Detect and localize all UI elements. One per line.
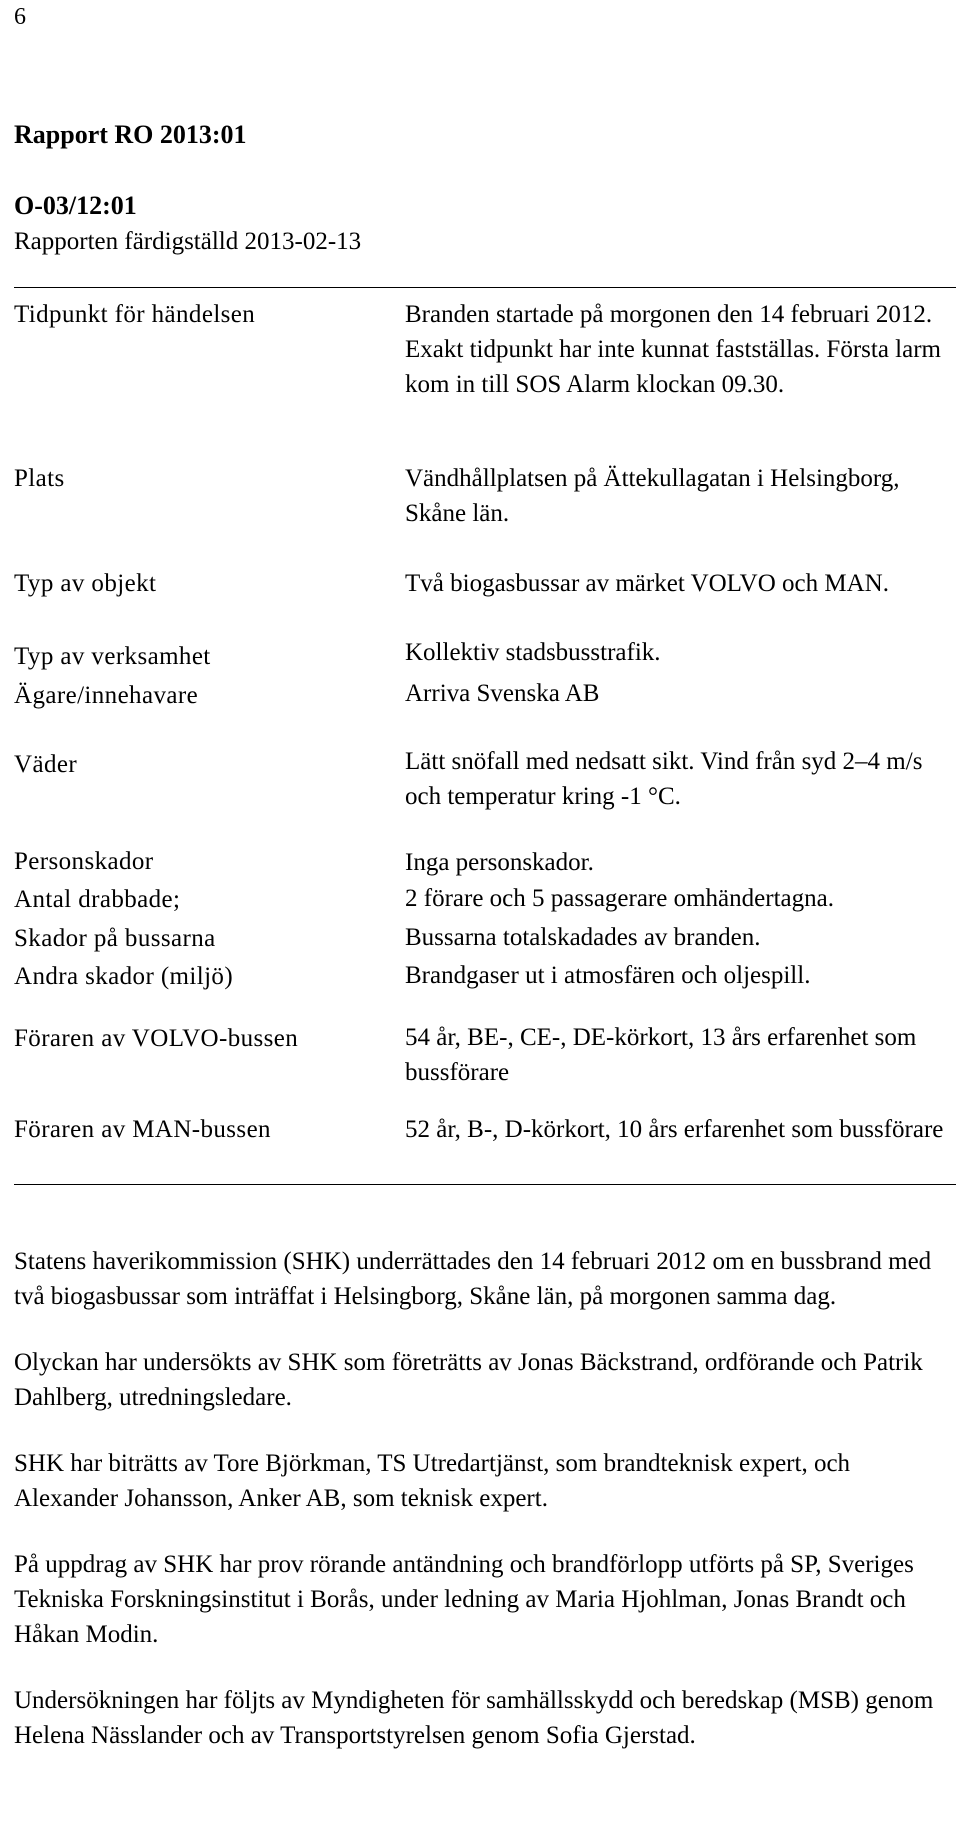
man-driver-label: Föraren av MAN-bussen: [14, 1116, 271, 1143]
paragraph-investigators: Olyckan har undersökts av SHK som företrätts av Jonas Bäckstrand, ordförande och Patrik Dahlberg, utredningsledare.: [14, 1349, 923, 1411]
paragraph-followed-by: Undersökningen har följts av Myndigheten för samhällsskydd och beredskap (MSB) genom Helena Nässlander och av Transportstyrelsen genom Sofia Gjerstad.: [14, 1687, 934, 1749]
bus-damage-value: Bussarna totalskadades av branden.: [405, 924, 761, 951]
volvo-driver-label: Föraren av VOLVO-bussen: [14, 1025, 299, 1052]
man-driver-value: 52 år, B-, D-körkort, 10 års erfarenhet som bussförare: [405, 1116, 944, 1143]
paragraph-tests: På uppdrag av SHK har prov rörande antändning och brandförlopp utförts på SP, Sveriges Tekniska Forskningsinstitut i Borås, under ledning av Maria Hjohlman, Jonas Brandt och Håkan Modin.: [14, 1551, 914, 1648]
time-value: Branden startade på morgonen den 14 februari 2012. Exakt tidpunkt har inte kunnat fastställas. Första larm kom in till SOS Alarm klockan 09.30.: [405, 301, 941, 398]
time-label: Tidpunkt för händelsen: [14, 301, 256, 328]
bus-damage-label: Skador på bussarna: [14, 925, 216, 952]
facts-top-divider: [14, 287, 956, 288]
completion-date: Rapporten färdigställd 2013-02-13: [14, 228, 362, 255]
object-type-label: Typ av objekt: [14, 570, 157, 597]
owner-value: Arriva Svenska AB: [405, 680, 600, 707]
page-number: 6: [14, 4, 26, 30]
facts-bottom-divider: [14, 1184, 956, 1185]
injuries-value: Inga personskador.: [405, 849, 594, 876]
paragraph-experts: SHK har biträtts av Tore Björkman, TS Utredartjänst, som brandteknisk expert, och Alexander Johansson, Anker AB, som teknisk expert.: [14, 1450, 851, 1512]
weather-value: Lätt snöfall med nedsatt sikt. Vind från syd 2–4 m/s och temperatur kring -1 °C.: [405, 748, 923, 810]
paragraph-notification: Statens haverikommission (SHK) underrättades den 14 februari 2012 om en bussbrand med två biogasbussar som inträffat i Helsingborg, Skåne län, på morgonen samma dag.: [14, 1248, 932, 1310]
other-damage-value: Brandgaser ut i atmosfären och oljespill.: [405, 962, 811, 989]
report-body: [14, 1244, 952, 1753]
volvo-driver-value: 54 år, BE-, CE-, DE-körkort, 13 års erfarenhet som bussförare: [405, 1024, 917, 1086]
weather-label: Väder: [14, 751, 78, 778]
affected-value: 2 förare och 5 passagerare omhändertagna.: [405, 885, 834, 912]
place-value: Vändhållplatsen på Ättekullagatan i Helsingborg, Skåne län.: [405, 465, 900, 527]
owner-label: Ägare/innehavare: [14, 682, 199, 709]
case-id: O-03/12:01: [14, 191, 137, 220]
operation-type-value: Kollektiv stadsbusstrafik.: [405, 639, 661, 666]
object-type-value: Två biogasbussar av märket VOLVO och MAN.: [405, 570, 889, 597]
report-title: Rapport RO 2013:01: [14, 120, 247, 149]
operation-type-label: Typ av verksamhet: [14, 643, 211, 670]
place-label: Plats: [14, 465, 65, 492]
affected-label: Antal drabbade;: [14, 886, 181, 913]
other-damage-label: Andra skador (miljö): [14, 963, 234, 990]
injuries-label: Personskador: [14, 848, 154, 875]
